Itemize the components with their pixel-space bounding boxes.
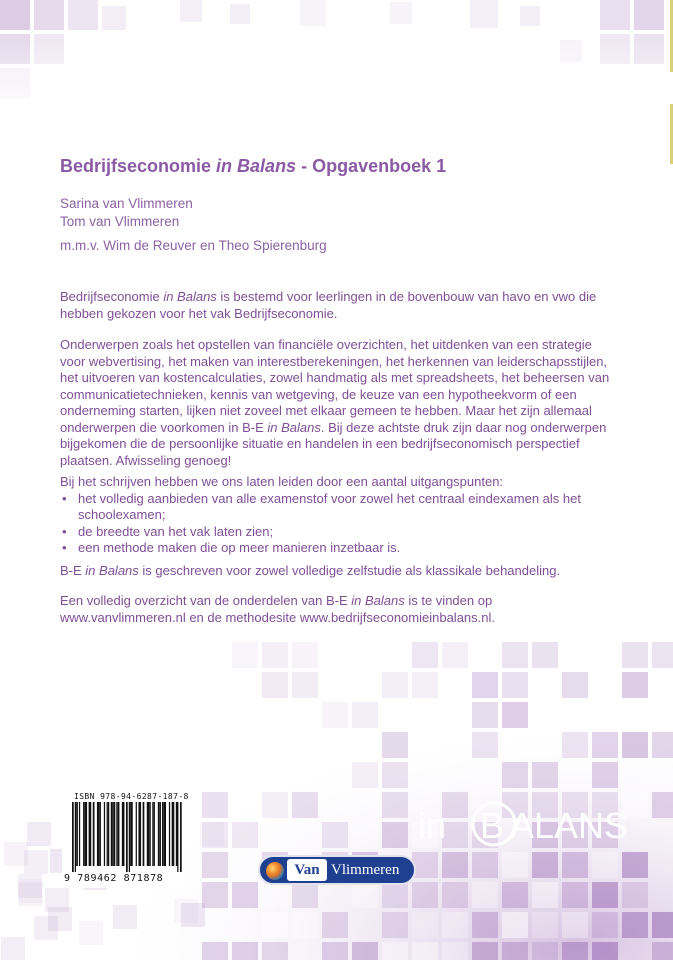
author-1: Sarina van Vlimmeren [60,196,193,211]
list-item: • het volledig aanbieden van alle examenstof voor zowel het centraal eindexamen als het schoolexamen; [60,491,620,524]
isbn-barcode [62,790,189,888]
barcode-bars [72,802,182,872]
title-italic: in Balans [216,156,297,176]
intro-paragraph-2: Onderwerpen zoals het opstellen van financiële overzichten, het uitdenken van een strategie voor webvertising, het maken van interestberekeningen, het herkennen van leiderschapsstijlen, het uitvoeren van kostencalculaties, zowel handmatig als met spreadsheets, het beheersen van communicatietechnieken, kennis van wetgeving, de keuze van een hypotheekvorm of een onderneming starten, lijken niet zoveel met elkaar gemeen te hebben. Maar het zijn allemaal onderwerpen die voorkomen in B-E in Balans. Bij deze achtste druk zijn daar nog onderwerpen bijgekomen die de persoonlijke situatie en handelen in een bedrijfseconomisch perspectief plaatsen. Afwisseling genoeg! [60,337,610,468]
list-item: • een methode maken die op meer manieren inzetbaar is. [60,540,620,557]
globe-icon [266,862,284,880]
intro-paragraph-1: Bedrijfseconomie in Balans is bestemd voor leerlingen in de bovenbouw van havo en vwo die hebben gekozen voor het vak Bedrijfseconomie. [60,289,597,321]
book-title [60,156,446,177]
in-balans-logo [418,800,648,848]
principles-list [60,491,620,557]
contributors: m.m.v. Wim de Reuver en Theo Spierenburg [60,238,327,253]
intro-paragraph-3 [60,474,620,557]
isbn-label: ISBN 978-94-6287-187-8 [74,792,189,801]
intro-paragraph-4: B-E in Balans is geschreven voor zowel volledige zelfstudie als klassikale behandeling. [60,563,561,578]
title-prefix: Bedrijfseconomie [60,156,217,176]
author-2: Tom van Vlimmeren [60,214,180,229]
logo-alans: ALANS [510,805,629,846]
publisher-van-box [287,859,327,881]
publisher-name: Vlimmeren [331,862,400,878]
list-item: • de breedte van het vak laten zien; [60,524,620,541]
principles-lead: Bij het schrijven hebben we ons laten leiden door een aantal uitgangspunten: [60,474,504,489]
title-suffix: - Opgavenboek 1 [296,156,447,176]
intro-paragraph-5: Een volledig overzicht van de onderdelen van B-E in Balans is te vinden op www.vanvlimmeren.nl en de methodesite www.bedrijfseconomieinbalans.nl. [60,593,495,625]
logo-b: B [480,805,505,846]
logo-in: in [418,805,447,846]
publisher-logo [258,855,416,885]
publisher-van: Van [294,862,320,878]
barcode-digits: 9 789462 871878 [64,873,164,884]
